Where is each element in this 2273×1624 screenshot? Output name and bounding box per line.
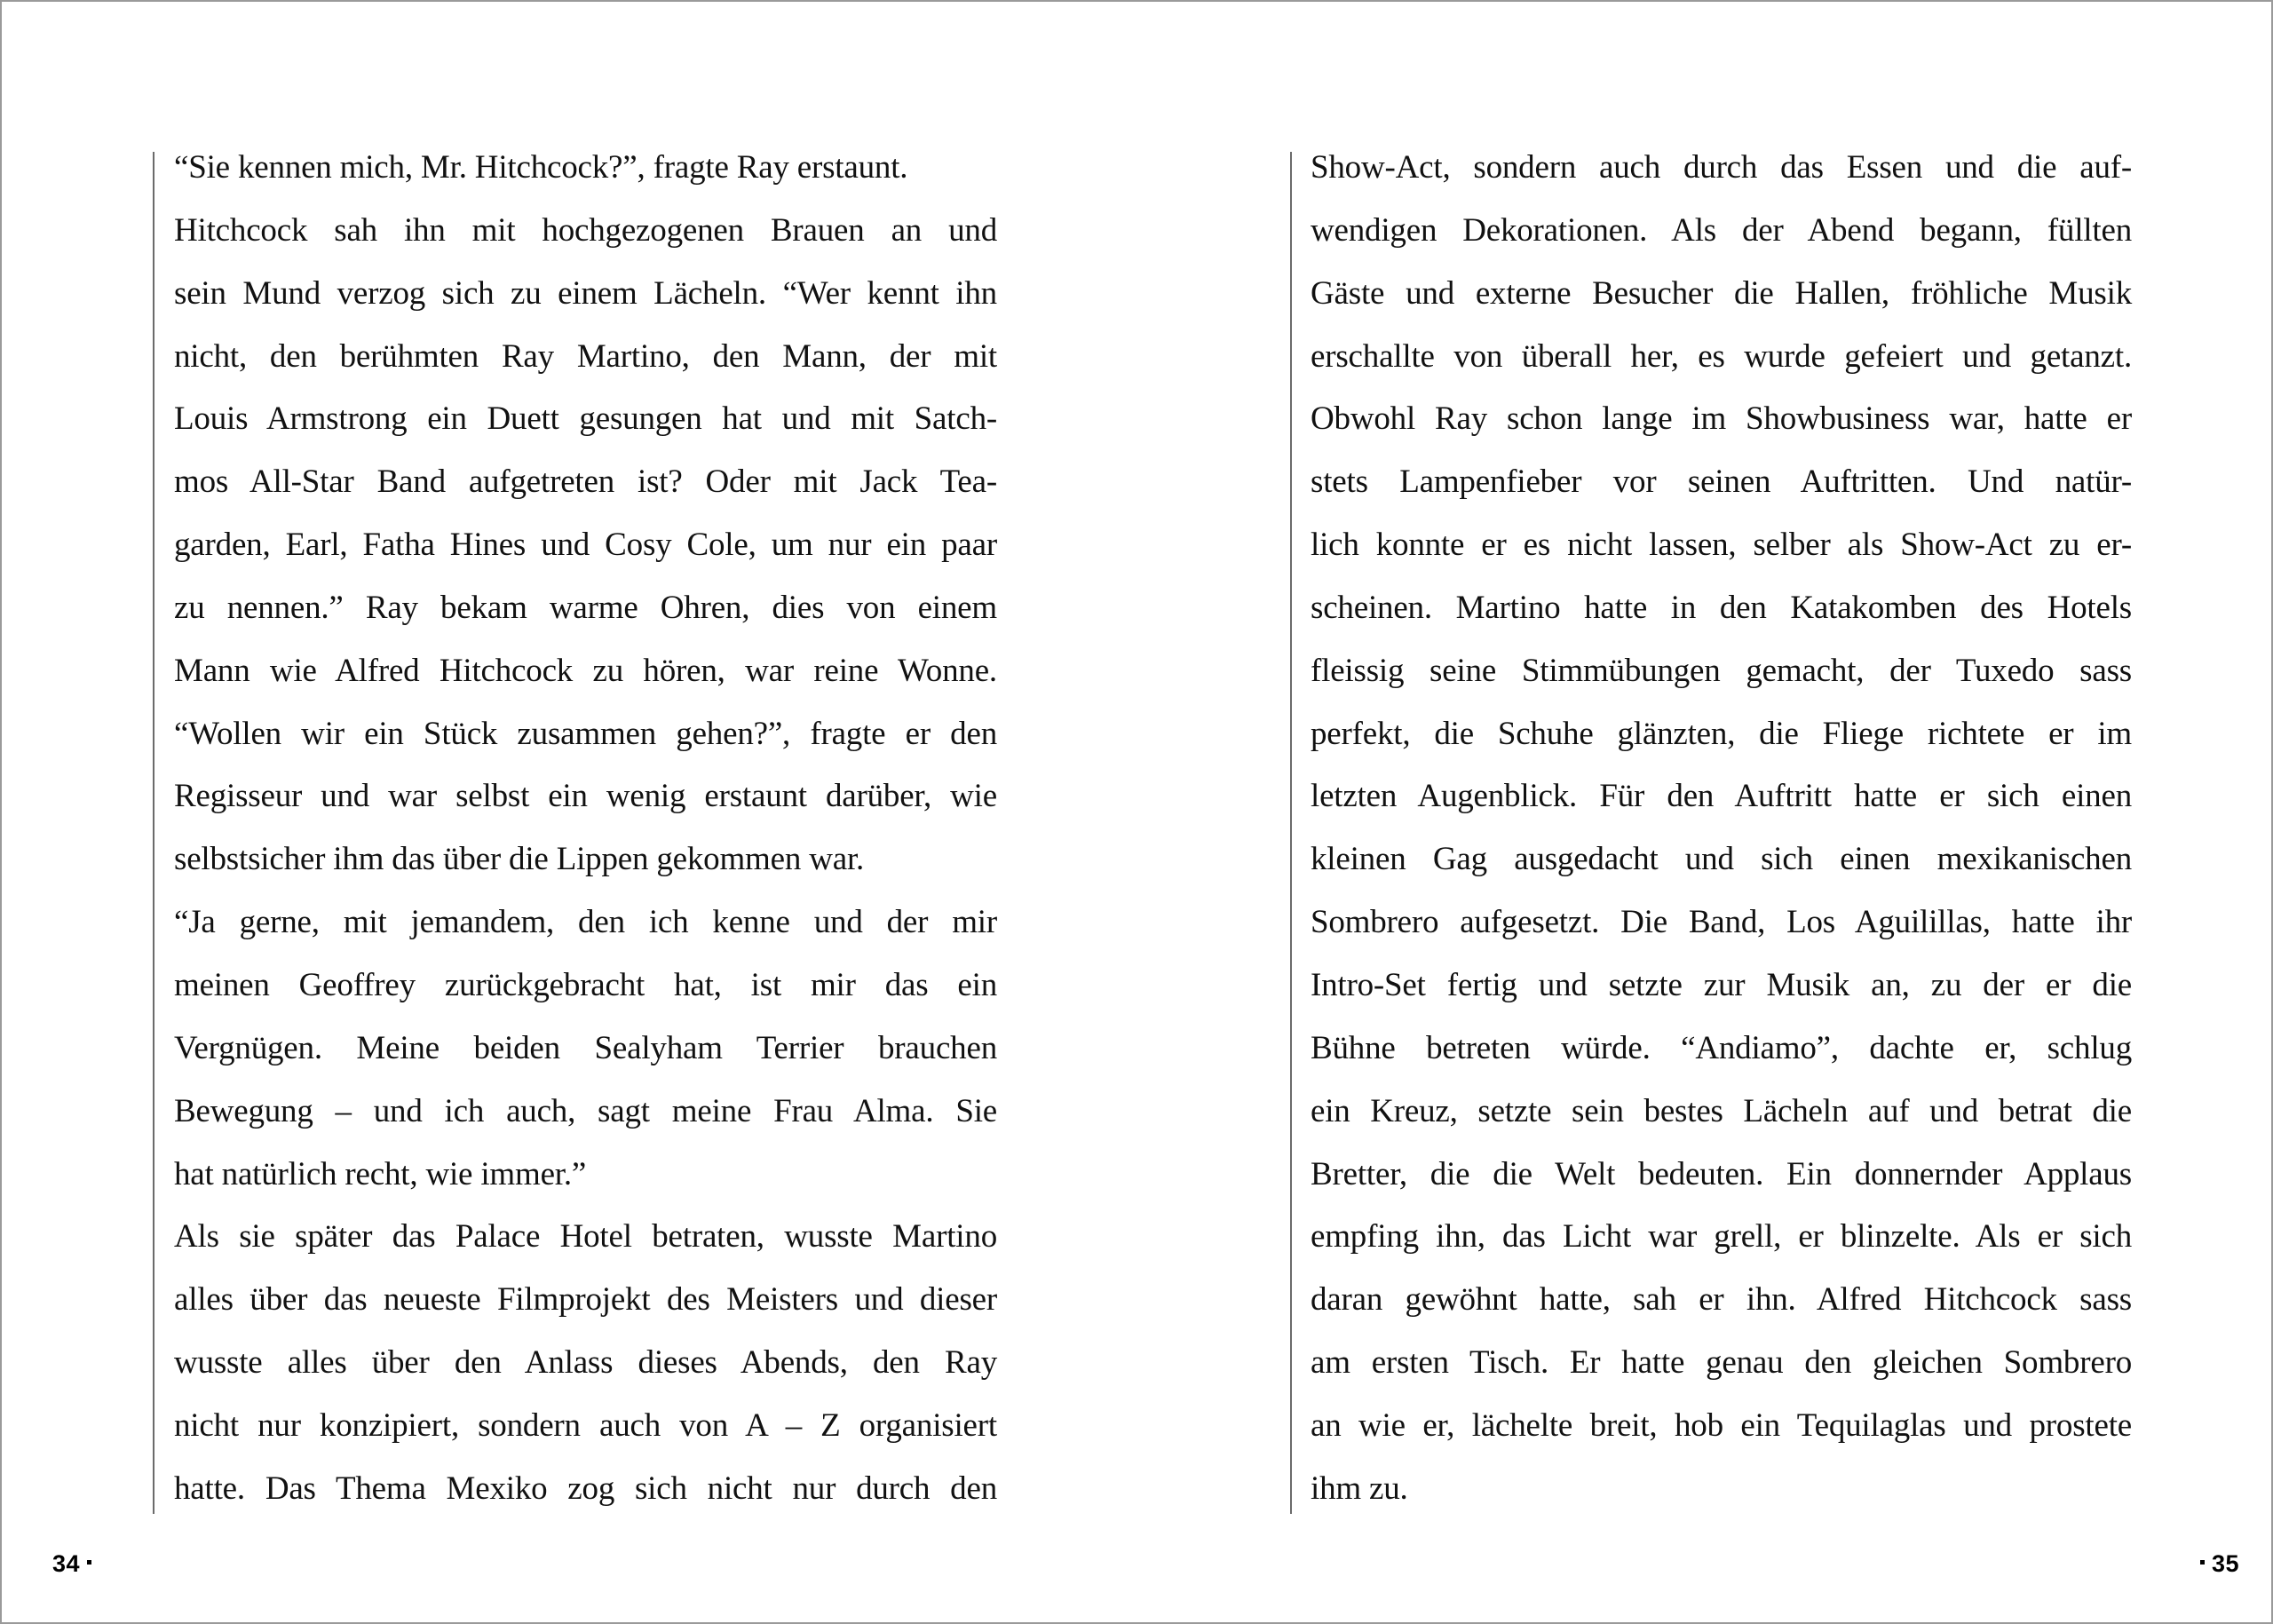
text-line: Bühne betreten würde. “Andiamo”, dachte er, schlug [1311,1029,2132,1066]
text-line: Bretter, die die Welt bedeuten. Ein donnernder Applaus [1311,1155,2132,1192]
text-line: letzten Augenblick. Für den Auftritt hatte er sich einen [1311,778,2132,815]
text-line: scheinen. Martino hatte in den Katakomben des Hotels [1311,589,2132,626]
text-column [174,137,997,1521]
text-line: ihm zu. [1311,1470,1408,1507]
text-line: alles über das neueste Filmprojekt des Meisters und dieser [174,1281,997,1319]
text-line: am ersten Tisch. Er hatte genau den gleichen Sombrero [1311,1344,2132,1382]
text-line: daran gewöhnt hatte, sah er ihn. Alfred Hitchcock sass [1311,1281,2132,1319]
folio-dot-icon [87,1560,91,1565]
text-line: nicht nur konzipiert, sondern auch von A – Z organisiert [174,1406,997,1444]
text-line: Sombrero aufgesetzt. Die Band, Los Aguilillas, hatte ihr [1311,904,2132,941]
text-line: empfing ihn, das Licht war grell, er blinzelte. Als er sich [1311,1218,2132,1256]
text-line: erschallte von überall her, es wurde gefeiert und getanzt. [1311,337,2132,375]
text-line: hat natürlich recht, wie immer.” [174,1155,587,1192]
text-line: Mann wie Alfred Hitchcock zu hören, war reine Wonne. [174,652,997,689]
text-line: ein Kreuz, setzte sein bestes Lächeln auf und betrat die [1311,1092,2132,1129]
text-line: Obwohl Ray schon lange im Showbusiness war, hatte er [1311,400,2132,438]
text-line: lich konnte er es nicht lassen, selber als Show-Act zu er- [1311,527,2132,564]
page-number-text: 34 [52,1550,81,1577]
text-line: sein Mund verzog sich zu einem Lächeln. “Wer kennt ihn [174,274,997,312]
text-line: Als sie später das Palace Hotel betraten, wusste Martino [174,1218,997,1256]
text-line: Vergnügen. Meine beiden Sealyham Terrier brauchen [174,1029,997,1066]
page-number [2200,1550,2239,1578]
folio-dot-icon [2200,1560,2205,1565]
text-line: Intro-Set fertig und setzte zur Musik an, zu der er die [1311,966,2132,1003]
page-number [52,1550,91,1578]
text-line: garden, Earl, Fatha Hines und Cosy Cole, um nur ein paar [174,527,997,564]
text-line: Hitchcock sah ihn mit hochgezogenen Brauen an und [174,211,997,249]
text-line: fleissig seine Stimmübungen gemacht, der Tuxedo sass [1311,652,2132,689]
text-line: “Ja gerne, mit jemandem, den ich kenne und der mir [174,904,997,941]
text-line: selbstsicher ihm das über die Lippen gekommen war. [174,841,865,878]
page-number-text: 35 [2211,1550,2239,1577]
text-line: hatte. Das Thema Mexiko zog sich nicht nur durch den [174,1470,997,1507]
text-line: nicht, den berühmten Ray Martino, den Mann, der mit [174,337,997,375]
text-line: Show-Act, sondern auch durch das Essen und die auf- [1311,149,2132,186]
text-line: an wie er, lächelte breit, hob ein Tequilaglas und prostete [1311,1406,2132,1444]
text-column [1311,137,2132,1521]
text-line: “Sie kennen mich, Mr. Hitchcock?”, fragte Ray erstaunt. [174,149,908,186]
left-page [2,2,1138,1622]
margin-rule [153,152,154,1514]
text-line: Bewegung – und ich auch, sagt meine Frau Alma. Sie [174,1092,997,1129]
right-page [1138,2,2271,1622]
margin-rule [1290,152,1292,1514]
text-line: Louis Armstrong ein Duett gesungen hat und mit Satch- [174,400,997,438]
text-line: Regisseur und war selbst ein wenig erstaunt darüber, wie [174,778,997,815]
text-line: wendigen Dekorationen. Als der Abend begann, füllten [1311,211,2132,249]
text-line: stets Lampenfieber vor seinen Auftritten. Und natür- [1311,463,2132,501]
text-line: perfekt, die Schuhe glänzten, die Fliege richtete er im [1311,715,2132,752]
text-line: “Wollen wir ein Stück zusammen gehen?”, fragte er den [174,715,997,752]
text-line: meinen Geoffrey zurückgebracht hat, ist mir das ein [174,966,997,1003]
text-line: kleinen Gag ausgedacht und sich einen mexikanischen [1311,841,2132,878]
text-line: Gäste und externe Besucher die Hallen, fröhliche Musik [1311,274,2132,312]
text-line: mos All-Star Band aufgetreten ist? Oder mit Jack Tea- [174,463,997,501]
text-line: zu nennen.” Ray bekam warme Ohren, dies von einem [174,589,997,626]
text-line: wusste alles über den Anlass dieses Abends, den Ray [174,1344,997,1382]
